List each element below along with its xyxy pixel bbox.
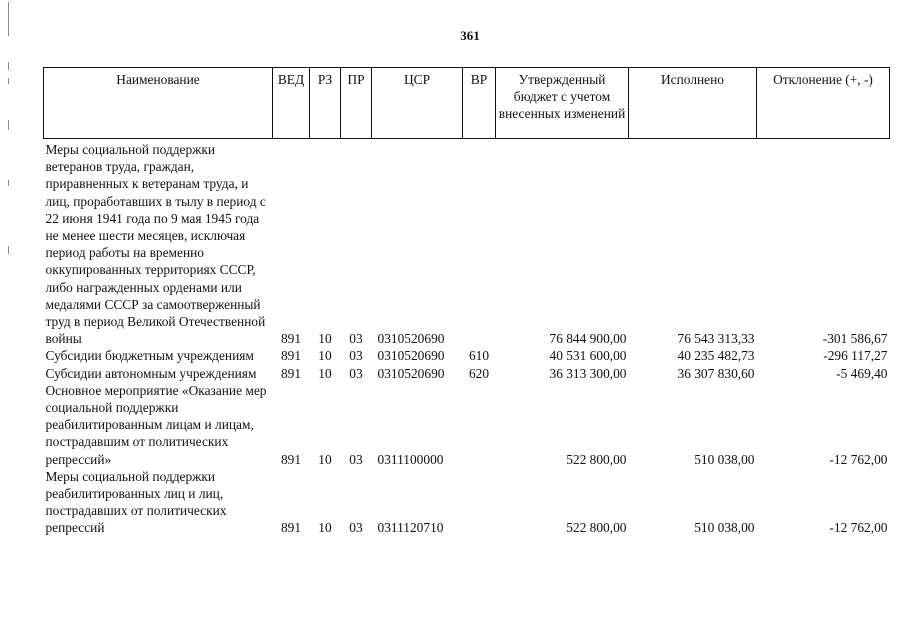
row-name: Меры социальной поддержки реабилитированных лиц и лиц, пострадавших от политических репрессий [45, 468, 227, 536]
row-rz: 10 [318, 451, 332, 467]
row-deviation: -12 762,00 [829, 520, 888, 536]
row-deviation: -12 762,00 [829, 451, 888, 467]
row-ved: 891 [280, 348, 302, 364]
row-vr [463, 468, 496, 537]
row-pr: 03 [349, 348, 363, 364]
row-csr: 0310520690 [377, 331, 445, 347]
page-number: 361 [460, 28, 480, 43]
header-name: Наименование [44, 68, 273, 139]
row-executed: 40 235 482,73 [677, 348, 755, 364]
row-ved: 891 [280, 365, 302, 381]
row-pr: 03 [349, 520, 363, 536]
row-vr [463, 382, 496, 468]
row-csr: 0311100000 [377, 451, 444, 467]
row-deviation: -301 586,67 [822, 331, 888, 347]
row-name: Меры социальной поддержки ветеранов труда, граждан, приравненных к ветеранам труда, и лиц, проработавших в тылу в период с 22 июня 1941 года по 9 мая 1945 года не менее шести месяцев, исключая период работы на временно оккупированных территориях СССР, либо награжденных орденами или медалями СССР за самоотверженный труд в период Великой Отечественной войны [45, 142, 266, 347]
row-approved: 40 531 600,00 [549, 348, 627, 364]
row-executed: 36 307 830,60 [677, 365, 755, 381]
row-pr: 03 [349, 451, 363, 467]
row-csr: 0310520690 [377, 348, 445, 364]
row-rz: 10 [318, 520, 332, 536]
row-vr: 620 [468, 365, 490, 381]
row-deviation: -296 117,27 [823, 348, 888, 364]
table-row [44, 139, 890, 348]
header-executed: Исполнено [629, 68, 757, 139]
header-pr: ПР [341, 68, 372, 139]
row-approved: 522 800,00 [566, 520, 627, 536]
table-row [44, 382, 890, 468]
header-vr: ВР [463, 68, 496, 139]
row-ved: 891 [280, 331, 302, 347]
header-rz: РЗ [310, 68, 341, 139]
row-vr [463, 139, 496, 348]
row-name: Субсидии бюджетным учреждениям [45, 348, 254, 364]
row-name: Основное мероприятие «Оказание мер социальной поддержки реабилитированным лицам и лицам, пострадавшим от политических репрессий» [45, 382, 267, 467]
row-approved: 76 844 900,00 [549, 331, 627, 347]
row-executed: 510 038,00 [694, 520, 755, 536]
row-rz: 10 [318, 365, 332, 381]
row-csr: 0311120710 [377, 520, 444, 536]
row-deviation: -5 469,40 [836, 365, 888, 381]
row-approved: 522 800,00 [566, 451, 627, 467]
row-pr: 03 [349, 365, 363, 381]
table-row [44, 468, 890, 537]
row-vr: 610 [468, 348, 490, 364]
table-body [44, 139, 890, 537]
row-ved: 891 [280, 451, 302, 467]
row-name: Субсидии автономным учреждениям [45, 365, 257, 381]
row-rz: 10 [318, 348, 332, 364]
binding-margin-marks [6, 0, 12, 300]
row-pr: 03 [349, 331, 363, 347]
row-approved: 36 313 300,00 [549, 365, 627, 381]
row-rz: 10 [318, 331, 332, 347]
table-row [44, 347, 890, 364]
table-row [44, 365, 890, 382]
row-executed: 510 038,00 [694, 451, 755, 467]
row-executed: 76 543 313,33 [677, 331, 755, 347]
header-approved-budget: Утвержденный бюджет с учетом внесенных изменений [496, 68, 629, 139]
row-csr: 0310520690 [377, 365, 445, 381]
header-deviation: Отклонение (+, -) [757, 68, 890, 139]
header-ved: ВЕД [273, 68, 310, 139]
header-csr: ЦСР [372, 68, 463, 139]
budget-table [43, 67, 890, 537]
row-ved: 891 [280, 520, 302, 536]
table-header [44, 68, 890, 139]
